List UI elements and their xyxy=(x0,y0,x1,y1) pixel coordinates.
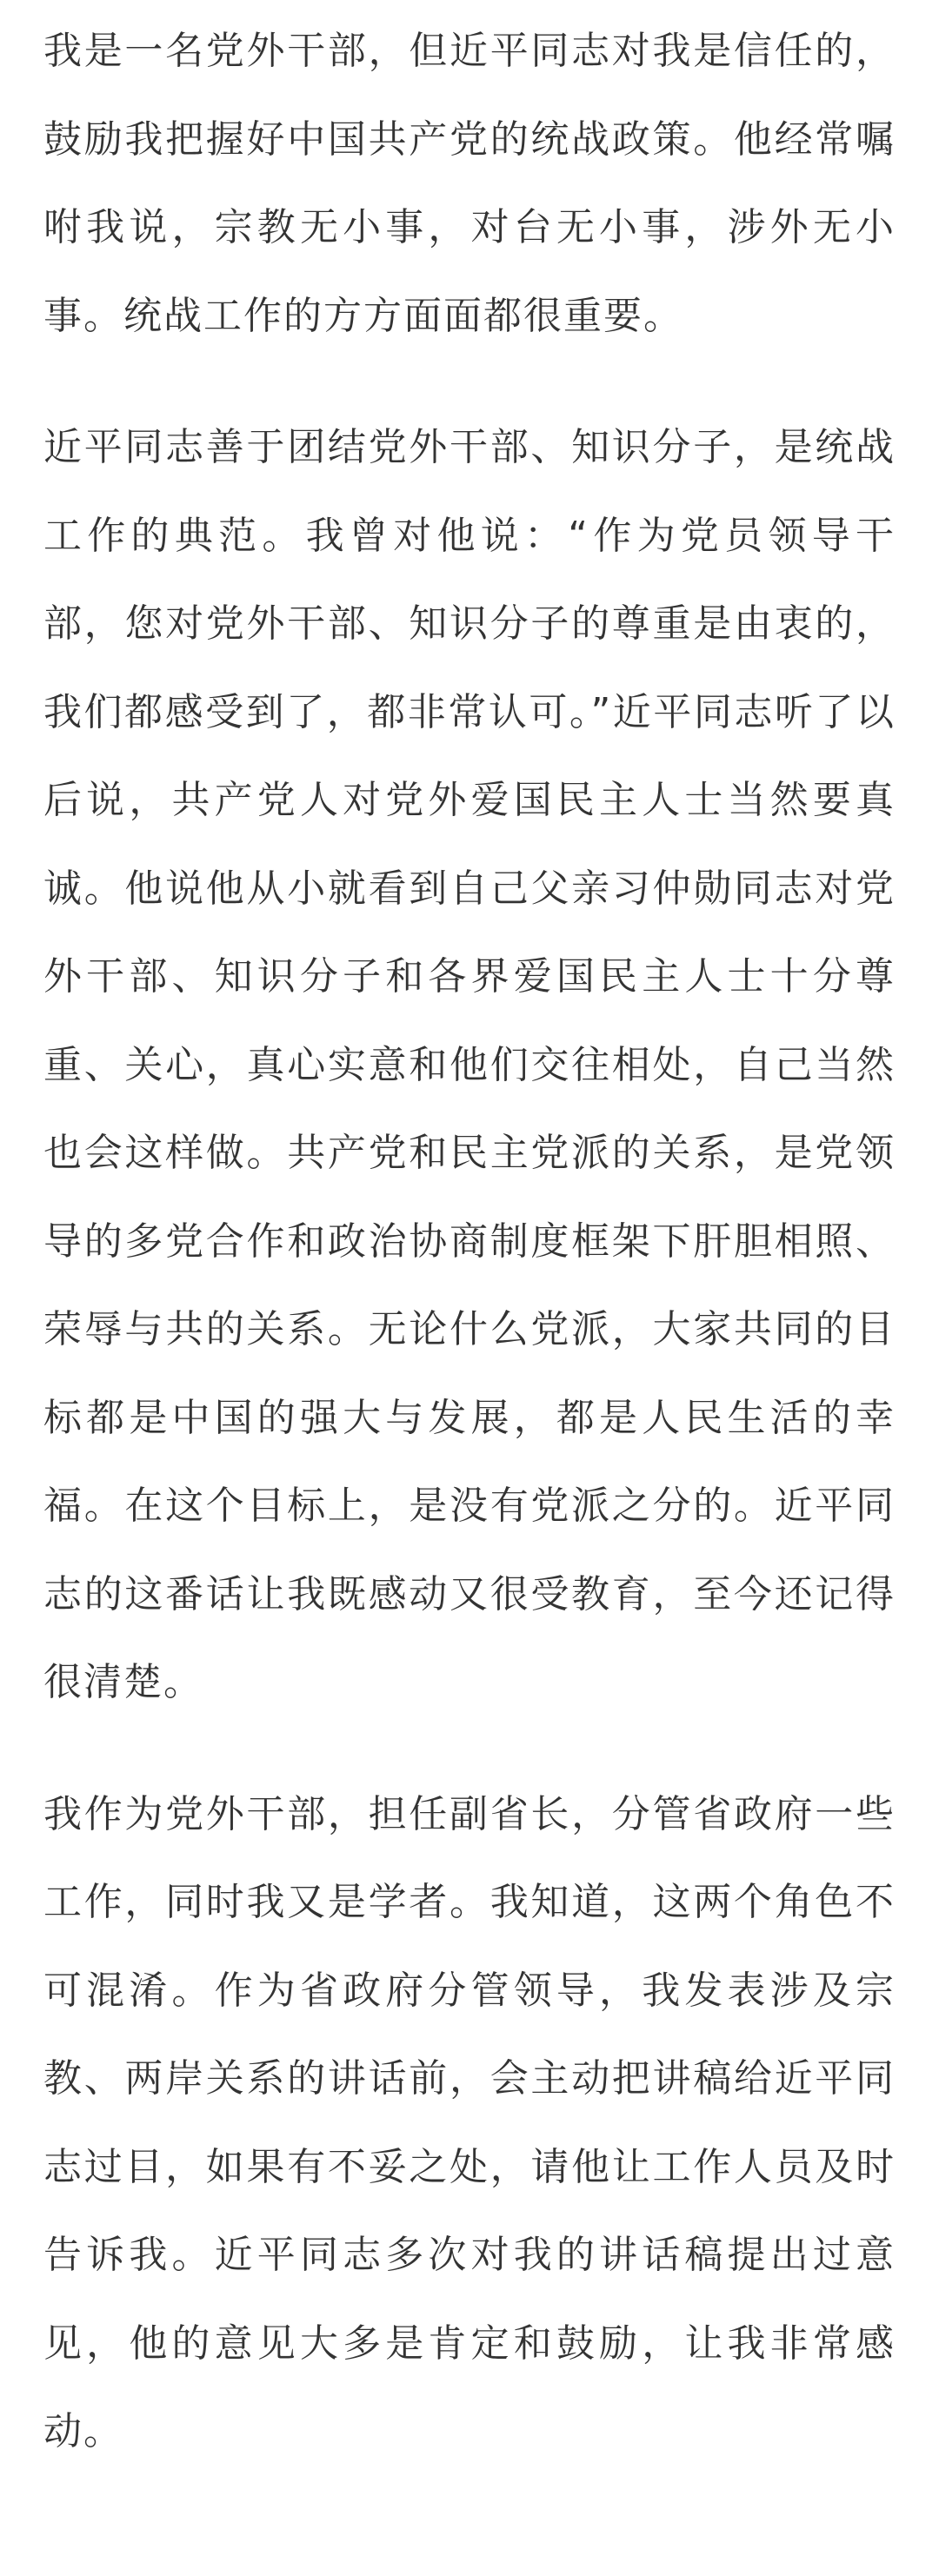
paragraph-spacer xyxy=(43,360,896,403)
paragraph-1: 我是一名党外干部，但近平同志对我是信任的，鼓励我把握好中国共产党的统战政策。他经常嘱咐我说，宗教无小事，对台无小事，涉外无小事。统战工作的方方面面都很重要。 xyxy=(43,29,896,338)
paragraph-3: 我作为党外干部，担任副省长，分管省政府一些工作，同时我又是学者。我知道，这两个角色不可混淆。作为省政府分管领导，我发表涉及宗教、两岸关系的讲话前，会主动把讲稿给近平同志过目，如果有不妥之处，请他让工作人员及时告诉我。近平同志多次对我的讲话稿提出过意见，他的意见大多是肯定和鼓励，让我非常感动。 xyxy=(43,1791,896,2453)
paragraph-2: 近平同志善于团结党外干部、知识分子，是统战工作的典范。我曾对他说：“作为党员领导干部，您对党外干部、知识分子的尊重是由衷的，我们都感受到了，都非常认可。”近平同志听了以后说，共产党人对党外爱国民主人士当然要真诚。他说他从小就看到自己父亲习仲勋同志对党外干部、知识分子和各界爱国民主人士十分尊重、关心，真心实意和他们交往相处，自己当然也会这样做。共产党和民主党派的关系，是党领导的多党合作和政治协商制度框架下肝胆相照、荣辱与共的关系。无论什么党派，大家共同的目标都是中国的强大与发展，都是人民生活的幸福。在这个目标上，是没有党派之分的。近平同志的这番话让我既感动又很受教育，至今还记得很清楚。 xyxy=(43,425,896,1704)
article-body xyxy=(43,7,896,2476)
paragraph-spacer xyxy=(43,1727,896,1770)
